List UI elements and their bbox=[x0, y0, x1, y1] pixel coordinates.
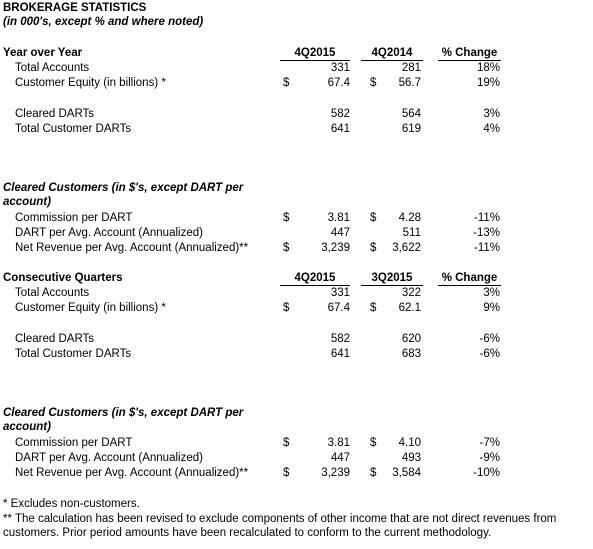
value-cell: 511 bbox=[402, 227, 421, 239]
value-cell: 582 bbox=[330, 108, 350, 120]
value-cell: 447 bbox=[330, 227, 350, 239]
value-cell: 3,622 bbox=[392, 242, 421, 254]
value-cell: 493 bbox=[401, 452, 421, 464]
dollar-sign: $ bbox=[370, 437, 377, 449]
pct-cell: -7% bbox=[479, 437, 500, 449]
dollar-sign: $ bbox=[283, 242, 290, 254]
pct-cell: -10% bbox=[473, 467, 500, 479]
dollar-sign: $ bbox=[370, 467, 377, 479]
value-cell: 331 bbox=[330, 287, 350, 299]
report-title: BROKERAGE STATISTICS bbox=[3, 2, 147, 14]
pct-cell: 3% bbox=[483, 108, 500, 120]
dollar-sign: $ bbox=[283, 77, 290, 89]
footnote-excludes: * Excludes non-customers. bbox=[3, 498, 140, 510]
value-cell: 67.4 bbox=[327, 77, 350, 89]
row-label: Customer Equity (in billions) * bbox=[15, 302, 166, 314]
value-cell: 322 bbox=[401, 287, 421, 299]
dollar-sign: $ bbox=[370, 302, 377, 314]
value-cell: 683 bbox=[401, 348, 421, 360]
dollar-sign: $ bbox=[283, 467, 290, 479]
row-label: Total Accounts bbox=[15, 287, 90, 299]
cq-col2-header: 3Q2015 bbox=[361, 271, 423, 286]
dollar-sign: $ bbox=[283, 437, 290, 449]
dollar-sign: $ bbox=[370, 242, 377, 254]
value-cell: 619 bbox=[401, 123, 421, 135]
dollar-sign: $ bbox=[370, 77, 377, 89]
yoy-col2-header: 4Q2014 bbox=[361, 46, 423, 61]
row-label: Customer Equity (in billions) * bbox=[15, 77, 166, 89]
row-label: Net Revenue per Avg. Account (Annualized)** bbox=[15, 242, 249, 254]
row-label: Net Revenue per Avg. Account (Annualized)** bbox=[15, 467, 249, 479]
dollar-sign: $ bbox=[370, 212, 377, 224]
dollar-sign: $ bbox=[283, 302, 290, 314]
value-cell: 641 bbox=[330, 348, 350, 360]
report-subtitle: (in 000's, except % and where noted) bbox=[3, 16, 204, 28]
cq-col3-header: % Change bbox=[438, 271, 501, 286]
pct-cell: 9% bbox=[483, 302, 500, 314]
dollar-sign: $ bbox=[283, 212, 290, 224]
cq-heading: Consecutive Quarters bbox=[3, 272, 123, 284]
value-cell: 447 bbox=[330, 452, 350, 464]
value-cell: 3.81 bbox=[327, 437, 350, 449]
row-label: Total Customer DARTs bbox=[15, 123, 132, 135]
value-cell: 56.7 bbox=[398, 77, 421, 89]
yoy-col1-header: 4Q2015 bbox=[280, 46, 350, 61]
pct-cell: 4% bbox=[483, 123, 500, 135]
row-label: Cleared DARTs bbox=[15, 108, 95, 120]
pct-cell: -11% bbox=[474, 242, 500, 254]
value-cell: 641 bbox=[330, 123, 350, 135]
value-cell: 62.1 bbox=[398, 302, 421, 314]
value-cell: 3,584 bbox=[392, 467, 421, 479]
value-cell: 3,239 bbox=[321, 467, 350, 479]
yoy-col3-header: % Change bbox=[438, 46, 501, 61]
value-cell: 3.81 bbox=[327, 212, 350, 224]
row-label: DART per Avg. Account (Annualized) bbox=[15, 452, 203, 464]
row-label: Total Customer DARTs bbox=[15, 348, 132, 360]
pct-cell: 3% bbox=[483, 287, 500, 299]
pct-cell: -11% bbox=[474, 212, 500, 224]
row-label: DART per Avg. Account (Annualized) bbox=[15, 227, 203, 239]
pct-cell: 18% bbox=[476, 62, 500, 74]
yoy-heading: Year over Year bbox=[3, 47, 83, 59]
value-cell: 620 bbox=[401, 333, 421, 345]
value-cell: 4.28 bbox=[398, 212, 421, 224]
footnote-calculation: ** The calculation has been revised to exclude components of other income that are not direct revenues from customers. Prior period amounts have been recalculated to conform to the current methodology. bbox=[3, 513, 557, 539]
row-label: Commission per DART bbox=[15, 437, 133, 449]
value-cell: 582 bbox=[330, 333, 350, 345]
pct-cell: -13% bbox=[473, 227, 500, 239]
value-cell: 4.10 bbox=[398, 437, 421, 449]
row-label: Cleared DARTs bbox=[15, 333, 95, 345]
cq-col1-header: 4Q2015 bbox=[280, 271, 350, 286]
pct-cell: -6% bbox=[479, 348, 500, 360]
value-cell: 3,239 bbox=[321, 242, 350, 254]
pct-cell: -9% bbox=[479, 452, 500, 464]
value-cell: 564 bbox=[401, 108, 421, 120]
value-cell: 331 bbox=[330, 62, 350, 74]
row-label: Commission per DART bbox=[15, 212, 133, 224]
pct-cell: 19% bbox=[476, 77, 500, 89]
yoy-cleared-heading: Cleared Customers (in $'s, except DART per account) bbox=[3, 182, 244, 208]
cq-cleared-heading: Cleared Customers (in $'s, except DART per account) bbox=[3, 407, 244, 433]
value-cell: 67.4 bbox=[327, 302, 350, 314]
value-cell: 281 bbox=[401, 62, 421, 74]
pct-cell: -6% bbox=[479, 333, 500, 345]
row-label: Total Accounts bbox=[15, 62, 90, 74]
